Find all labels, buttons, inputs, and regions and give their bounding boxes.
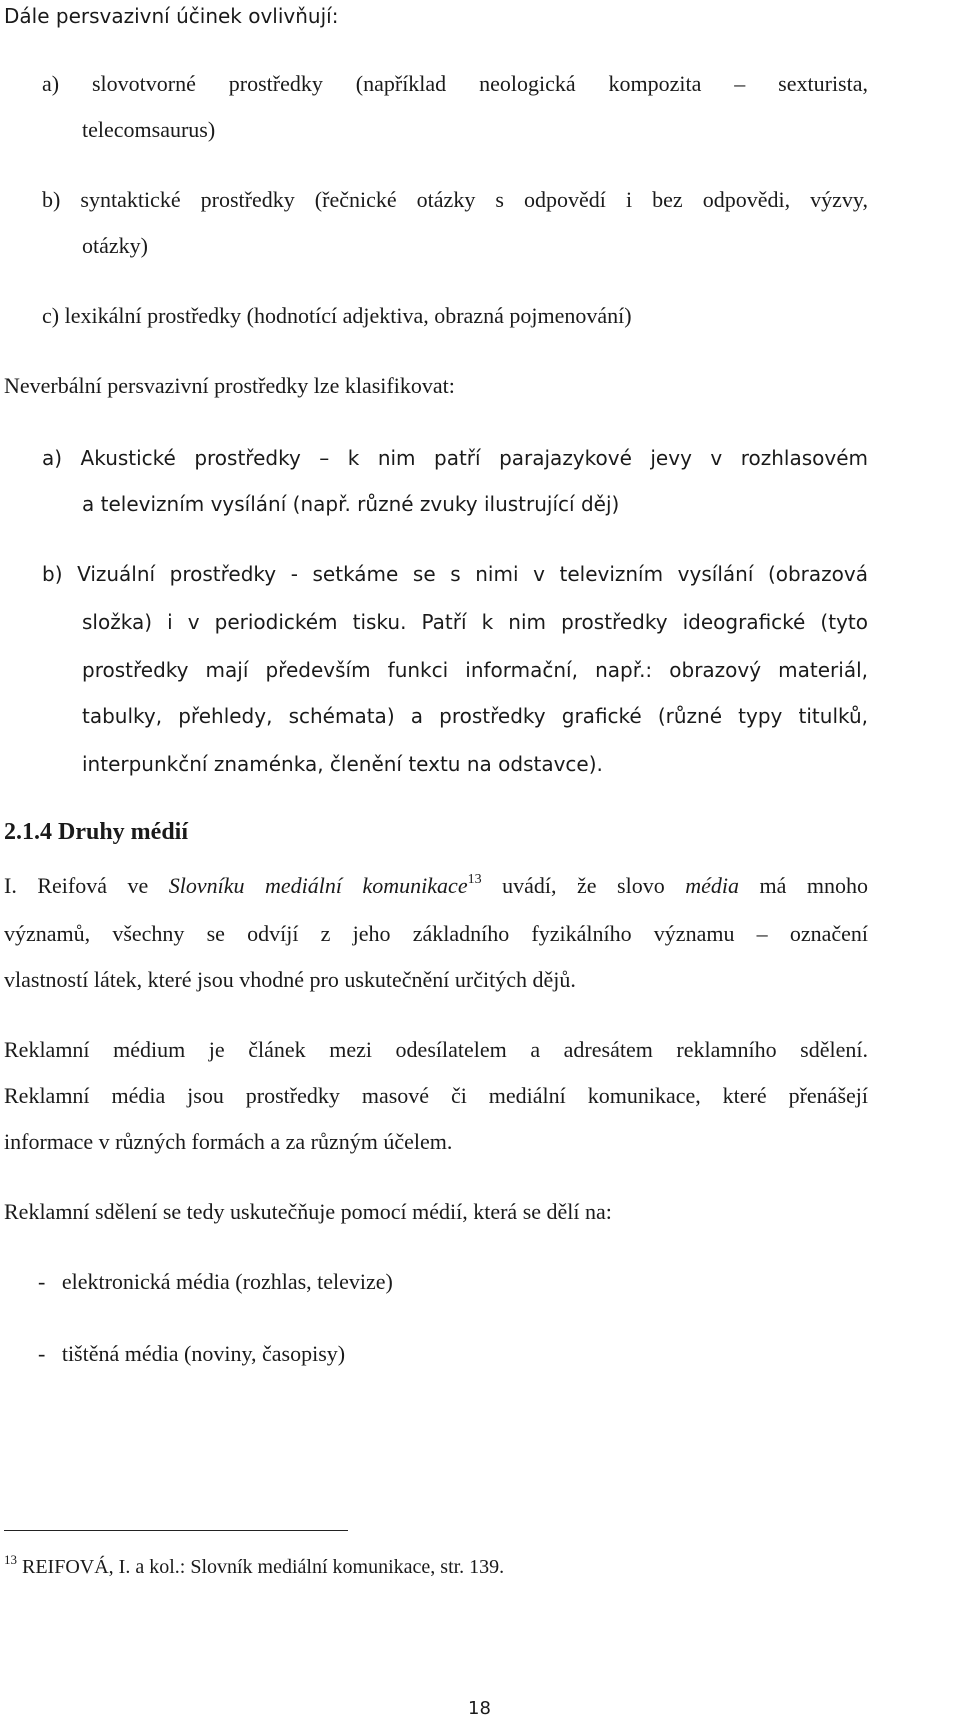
footnote-ref: 13 — [467, 872, 482, 887]
list-item-a-line-1: a) slovotvorné prostředky (například neologická kompozita – sexturista, — [42, 71, 868, 96]
footnote — [4, 1552, 505, 1579]
reifova-paragraph-line-3: vlastností látek, které jsou vhodné pro uskutečnění určitých dějů. — [4, 967, 576, 992]
reifova-paragraph-line-2: významů, všechny se odvíjí z jeho základního fyzikálního významu – označení — [4, 921, 868, 946]
term-media: média — [685, 873, 739, 898]
list-item-b-line-2: otázky) — [82, 233, 148, 258]
list-item-a-line-2: telecomsaurus) — [82, 117, 216, 142]
page-number: 18 — [468, 1698, 491, 1719]
list2-item-a-line-2: a televizním vysílání (např. různé zvuky ilustrující děj) — [82, 492, 620, 516]
book-title: Slovníku mediální komunikace — [168, 873, 468, 898]
list2-item-b-line-5: interpunkční znaménka, členění textu na odstavce). — [82, 752, 603, 776]
advert-medium-line-3: informace v různých formách a za různým účelem. — [4, 1129, 453, 1154]
list2-item-b-line-4: tabulky, přehledy, schémata) a prostředky grafické (různé typy titulků, — [82, 704, 868, 728]
list2-item-a-line-1: a) Akustické prostředky – k nim patří parajazykové jevy v rozhlasovém — [42, 446, 868, 470]
list2-item-b-line-2: složka) i v periodickém tisku. Patří k nim prostředky ideografické (tyto — [82, 610, 868, 634]
bullet-print-media: - tištěná média (noviny, časopisy) — [38, 1341, 346, 1366]
bullet-electronic-media: - elektronická média (rozhlas, televize) — [38, 1269, 393, 1294]
advert-medium-line-1: Reklamní médium je článek mezi odesílatelem a adresátem reklamního sdělení. — [4, 1037, 868, 1062]
media-division-paragraph: Reklamní sdělení se tedy uskutečňuje pomocí médií, která se dělí na: — [4, 1199, 612, 1224]
list2-item-b-line-1: b) Vizuální prostředky - setkáme se s nimi v televizním vysílání (obrazová — [42, 562, 868, 586]
list-item-b-line-1: b) syntaktické prostředky (řečnické otázky s odpovědí i bez odpovědi, výzvy, — [42, 187, 868, 212]
intro-paragraph: Dále persvazivní účinek ovlivňují: — [4, 4, 339, 28]
footnote-text: REIFOVÁ, I. a kol.: Slovník mediální komunikace, str. 139. — [17, 1556, 505, 1578]
list-item-c-line-1: c) lexikální prostředky (hodnotící adjektiva, obrazná pojmenování) — [42, 303, 632, 328]
footnote-separator — [4, 1530, 348, 1531]
advert-medium-line-2: Reklamní média jsou prostředky masové či mediální komunikace, které přenášejí — [4, 1083, 868, 1108]
section-heading: 2.1.4 Druhy médií — [4, 819, 189, 845]
reifova-paragraph-line-1: I. Reifová ve Slovníku mediální komunikace$^{13}$ uvádí, že slovo média má mnoho — [4, 872, 868, 898]
footnote-number: 13 — [4, 1552, 17, 1567]
nonverbal-paragraph: Neverbální persvazivní prostředky lze klasifikovat: — [4, 373, 455, 398]
list2-item-b-line-3: prostředky mají především funkci informační, např.: obrazový materiál, — [82, 658, 868, 682]
